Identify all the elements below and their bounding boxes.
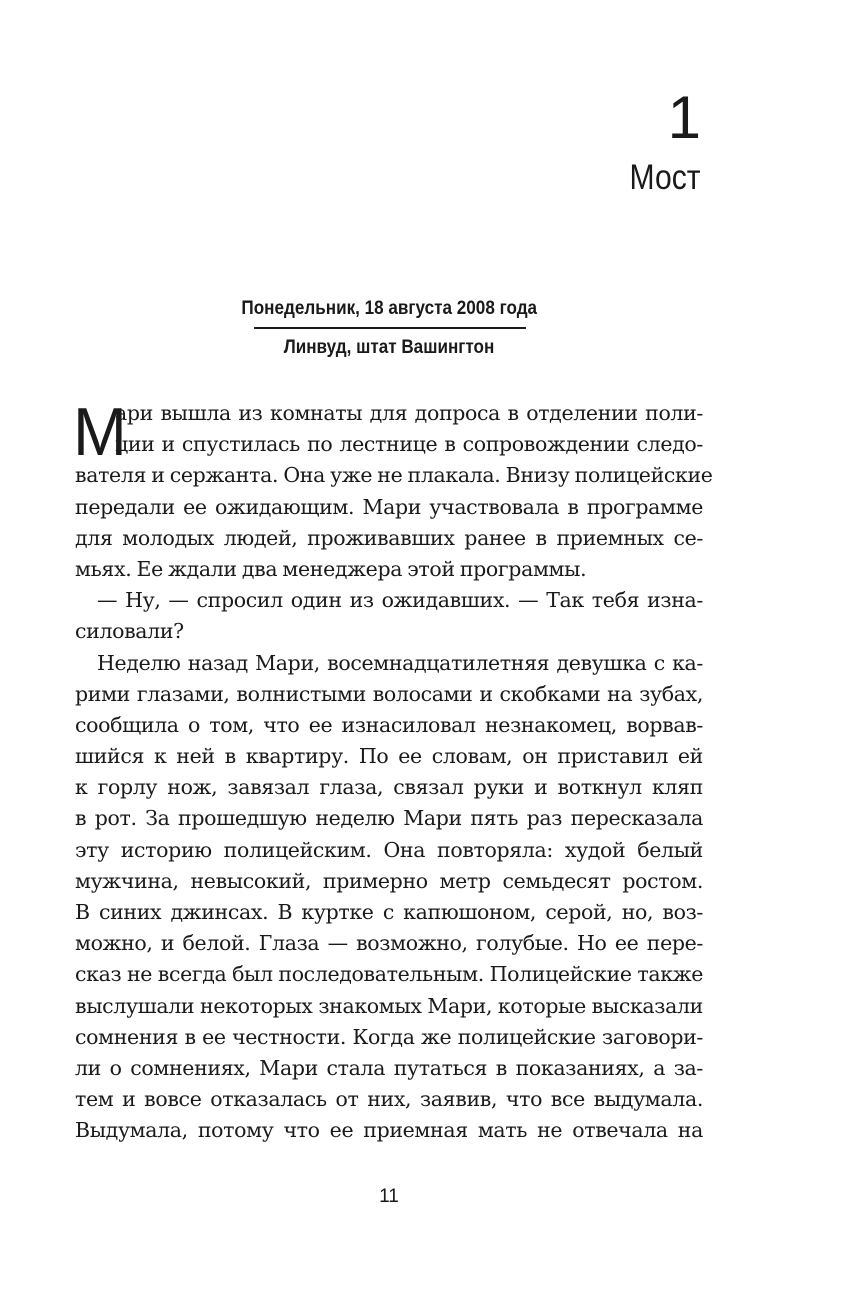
text-line: мьях. Ее ждали два менеджера этой программы.: [75, 556, 587, 581]
dateline-place: [0, 333, 778, 363]
text-line: к горлу нож, завязал глаза, связал руки и воткнул кляп: [75, 775, 703, 800]
text-line: Неделю назад Мари, восемнадцатилетняя девушка с ка-: [97, 650, 703, 675]
text-line: силовали?: [75, 619, 184, 644]
text-line: ари вышла из комнаты для допроса в отделении поли-: [115, 401, 703, 425]
text-line: в рот. За прошедшую неделю Мари пять раз пересказала: [75, 806, 703, 831]
text-line: вателя и сержанта. Она уже не плакала. Внизу полицейские: [75, 463, 713, 488]
text-line: ли о сомнениях, Мари стала путаться в показаниях, а за-: [75, 1055, 703, 1080]
chapter-number: 1: [667, 84, 701, 151]
text-line: сказ не всегда был последовательным. Полицейские также: [75, 962, 703, 987]
text-line: для молодых людей, проживавших ранее в приемных се-: [75, 525, 703, 550]
text-line: можно, и белой. Глаза — возможно, голубые. Но ее пере-: [75, 931, 703, 956]
drop-cap: М: [73, 394, 127, 470]
page-number: 11: [379, 1186, 399, 1207]
text-line: передали ее ожидающим. Мари участвовала в программе: [75, 494, 703, 519]
text-line: шийся к ней в квартиру. По ее словам, он приставил ей: [75, 744, 703, 769]
text-line: В синих джинсах. В куртке с капюшоном, серой, но, воз-: [75, 900, 703, 924]
text-line: рими глазами, волнистыми волосами и скобками на зубах,: [75, 681, 703, 706]
text-line: — Ну, — спросил один из ожидавших. — Так тебя изна-: [97, 588, 703, 613]
text-line: сомнения в ее честности. Когда же полицейские заговори-: [75, 1024, 703, 1049]
dateline-divider: [254, 327, 526, 329]
text-line: ции и спустилась по лестнице в сопровождении следо-: [115, 432, 703, 457]
text-line: сообщила о том, что ее изнасиловал незнакомец, ворвав-: [75, 712, 703, 737]
text-line: эту историю полицейским. Она повторяла: худой белый: [75, 837, 703, 862]
chapter-title: Мост: [630, 158, 701, 197]
text-line: Выдумала, потому что ее приемная мать не отвечала на: [75, 1118, 703, 1143]
text-line: тем и вовсе отказалась от них, заявив, что все выдумала.: [75, 1087, 703, 1112]
text-line: мужчина, невысокий, примерно метр семьдесят ростом.: [75, 868, 703, 893]
dateline-place-text: Линвуд, штат Вашингтон: [283, 337, 495, 358]
text-line: выслушали некоторых знакомых Мари, которые высказали: [75, 993, 703, 1018]
body-text: [73, 394, 713, 1147]
dateline-date: [0, 294, 778, 324]
dateline-date-text: Понедельник, 18 августа 2008 года: [241, 298, 537, 319]
